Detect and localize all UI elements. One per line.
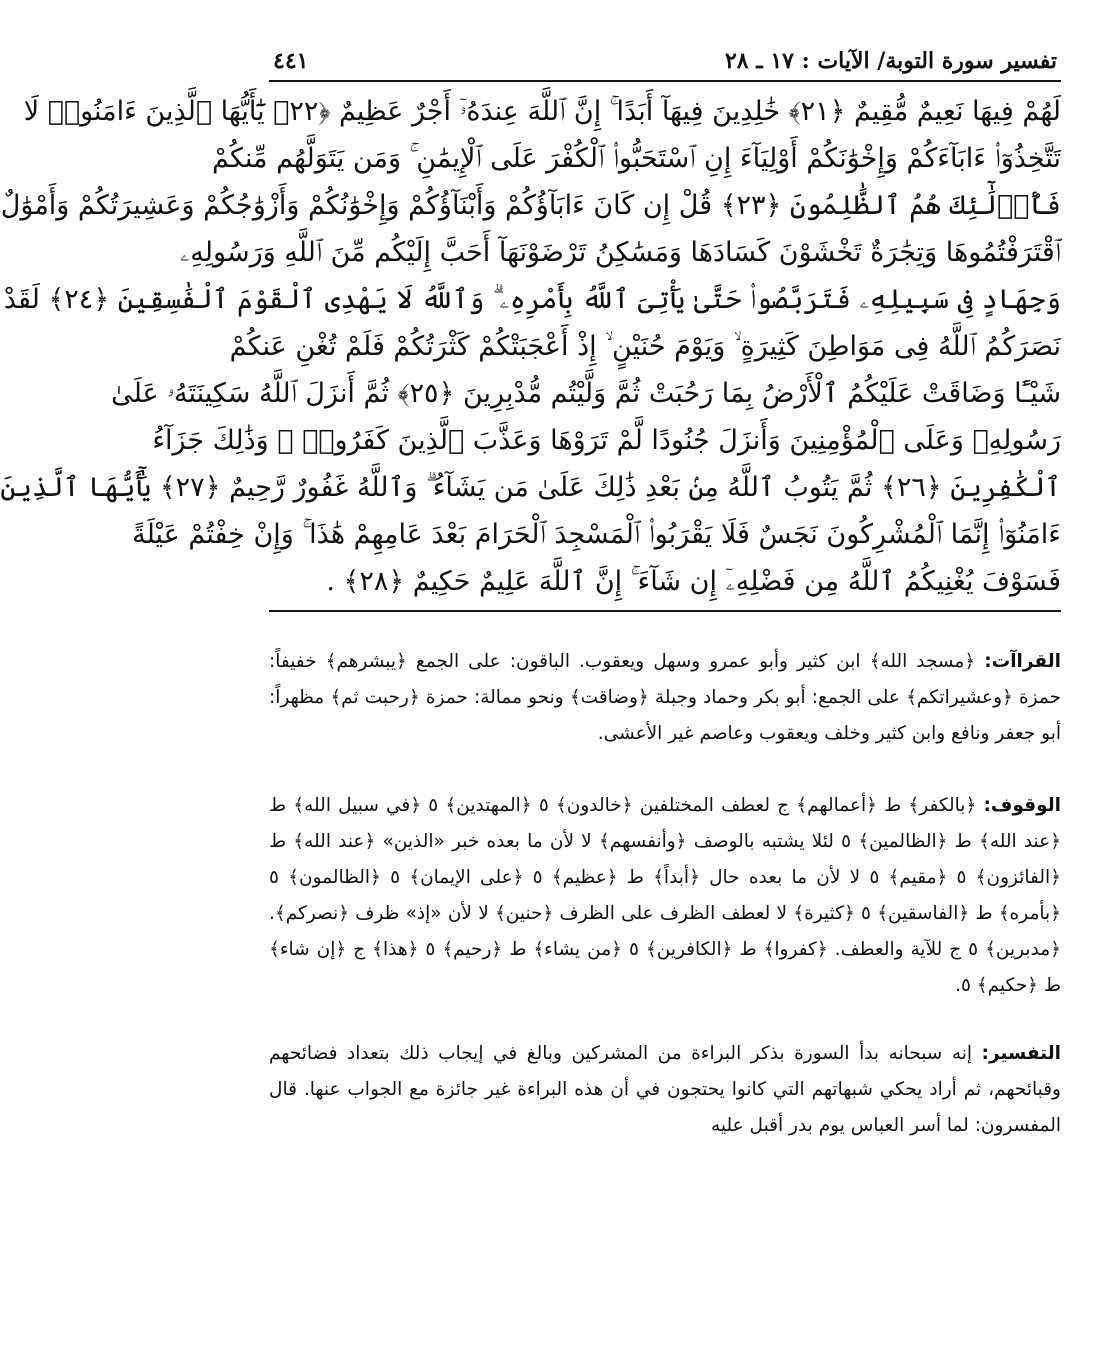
qiraat-paragraph — [269, 644, 1061, 752]
quran-line: ٱقْتَرَفْتُمُوهَا وَتِجَٰرَةٌ تَخْشَوْنَ كَسَادَهَا وَمَسَٰكِنُ تَرْضَوْنَهَآ أَحَبَّ إِلَيْكُم مِّنَ ٱللَّهِ وَرَسُولِهِۦ — [180, 237, 1061, 268]
wuquf-text: ﴿بالكفر﴾ ط ﴿أعمالهم﴾ ج لعطف المختلفين ﴿خالدون﴾ ٥ ﴿المهتدين﴾ ٥ ﴿في سبيل الله﴾ ط ﴿عند الله﴾ ط ﴿الظالمين﴾ ٥ لئلا يشتبه بالوصف ﴿وأنفسهم﴾ لا لأن ما بعده خبر «الذين» ﴿عند الله﴾ ط ﴿الفائزون﴾ ٥ ﴿مقيم﴾ ٥ لا لأن ما بعده حال ﴿أبداً﴾ ط ﴿عظيم﴾ ٥ ﴿على الإيمان﴾ ٥ ﴿الظالمون﴾ ٥ ﴿بأمره﴾ ط ﴿الفاسقين﴾ ٥ ﴿كثيرة﴾ لا لعطف الظرف على الظرف ﴿حنين﴾ لا لأن «إذ» ظرف ﴿نصركم﴾. ﴿مدبرين﴾ ٥ ج للآية والعطف. ﴿كفروا﴾ ط ﴿الكافرين﴾ ٥ ﴿من يشاء﴾ ط ﴿رحيم﴾ ٥ ﴿هذا﴾ ج ﴿إن شاء﴾ ط ﴿حكيم﴾ ٥. — [269, 795, 1061, 996]
quran-line: فَسَوْفَ يُغْنِيكُمُ ٱللَّهُ مِن فَضْلِهِۦٓ إِن شَآءَ ۚ إِنَّ ٱللَّهَ عَلِيمٌ حَكِيمٌ ﴿٢٨﴾ . — [326, 566, 1061, 597]
wuquf-paragraph — [269, 788, 1061, 1004]
qiraat-text: ﴿مسجد الله﴾ ابن كثير وأبو عمرو وسهل ويعقوب. الباقون: على الجمع ﴿يبشرهم﴾ خفيفاً: حمزة ﴿وعشيراتكم﴾ على الجمع: أبو بكر وحماد وجبلة ﴿وضاقت﴾ ونحو ممالة: حمزة ﴿رحبت ثم﴾ مظهراً: أبو جعفر ونافع وابن كثير وخلف ويعقوب وعاصم غير الأعشى. — [269, 651, 1061, 744]
page — [0, 48, 1061, 1144]
qiraat-label: القراآت: — [984, 651, 1061, 672]
quran-line: نَصَرَكُمُ ٱللَّهُ فِى مَوَاطِنَ كَثِيرَةٍ ۙ وَيَوْمَ حُنَيْنٍ ۙ إِذْ أَعْجَبَتْكُمْ كَثْرَتُكُمْ فَلَمْ تُغْنِ عَنكُمْ — [229, 331, 1061, 362]
section-divider — [269, 610, 1061, 612]
quran-line: وَجِهَادٍ فِى سَبِيلِهِۦ فَتَرَبَّصُوا۟ حَتَّىٰ يَأْتِىَ ٱللَّهُ بِأَمْرِهِۦ ۗ وَٱللَّهُ لَا يَهْدِى ٱلْقَوْمَ ٱلْفَٰسِقِينَ ﴿٢٤﴾ لَقَدْ — [3, 284, 1061, 315]
tafsir-label: التفسير: — [981, 1043, 1061, 1064]
quran-line: تَتَّخِذُوٓا۟ ءَابَآءَكُمْ وَإِخْوَٰنَكُمْ أَوْلِيَآءَ إِنِ ٱسْتَحَبُّوا۟ ٱلْكُفْرَ عَلَى ٱلْإِيمَٰنِ ۚ وَمَن يَتَوَلَّهُم مِّنكُمْ — [212, 143, 1061, 174]
page-number: ٤٤١ — [273, 48, 309, 74]
quran-line: ءَامَنُوٓا۟ إِنَّمَا ٱلْمُشْرِكُونَ نَجَسٌ فَلَا يَقْرَبُوا۟ ٱلْمَسْجِدَ ٱلْحَرَامَ بَعْدَ عَامِهِمْ هَٰذَا ۚ وَإِنْ خِفْتُمْ عَيْلَةً — [132, 519, 1061, 550]
quran-line: رَسُولِهِۦ وَعَلَى ٱلْمُؤْمِنِينَ وَأَنزَلَ جُنُودًا لَّمْ تَرَوْهَا وَعَذَّبَ ٱلَّذِينَ كَفَرُوا۟ ۚ وَذَٰلِكَ جَزَآءُ — [152, 425, 1061, 456]
quran-text-block — [0, 90, 1061, 610]
quran-line: فَأُو۟لَٰٓئِكَ هُمُ ٱلظَّٰلِمُونَ ﴿٢٣﴾ قُلْ إِن كَانَ ءَابَآؤُكُمْ وَأَبْنَآؤُكُمْ وَإِخْوَٰنُكُمْ وَأَزْوَٰجُكُمْ وَعَشِيرَتُكُمْ وَأَمْوَٰلٌ — [0, 190, 1061, 221]
tafsir-paragraph — [269, 1036, 1061, 1144]
quran-line: ٱلْكَٰفِرِينَ ﴿٢٦﴾ ثُمَّ يَتُوبُ ٱللَّهُ مِنۢ بَعْدِ ذَٰلِكَ عَلَىٰ مَن يَشَآءُ ۗ وَٱللَّهُ غَفُورٌ رَّحِيمٌ ﴿٢٧﴾ يَٰٓأَيُّهَا ٱلَّذِينَ — [0, 472, 1061, 503]
tafsir-text: إنه سبحانه بدأ السورة بذكر البراءة من المشركين وبالغ في إيجاب ذلك بتعداد فضائحهم وقبائحهم، ثم أراد يحكي شبهاتهم التي كانوا يحتجون في أن هذه البراءة غير جائزة مع الجواب عنها. قال المفسرون: لما أسر العباس يوم بدر أقبل عليه — [269, 1043, 1061, 1136]
page-header — [269, 48, 1061, 82]
running-title: تفسير سورة التوبة/ الآيات : ١٧ ـ ٢٨ — [724, 48, 1057, 74]
wuquf-label: الوقوف: — [983, 795, 1061, 816]
quran-line: لَهُمْ فِيهَا نَعِيمٌ مُّقِيمٌ ﴿٢١﴾ خَٰلِدِينَ فِيهَآ أَبَدًا ۚ إِنَّ ٱللَّهَ عِندَهُۥٓ أَجْرٌ عَظِيمٌ ﴿٢٢﴾ يَٰٓأَيُّهَا ٱلَّذِينَ ءَامَنُوا۟ لَا — [23, 96, 1061, 127]
quran-line: شَيْـًٔا وَضَاقَتْ عَلَيْكُمُ ٱلْأَرْضُ بِمَا رَحُبَتْ ثُمَّ وَلَّيْتُم مُّدْبِرِينَ ﴿٢٥﴾ ثُمَّ أَنزَلَ ٱللَّهُ سَكِينَتَهُۥ عَلَىٰ — [111, 378, 1061, 409]
